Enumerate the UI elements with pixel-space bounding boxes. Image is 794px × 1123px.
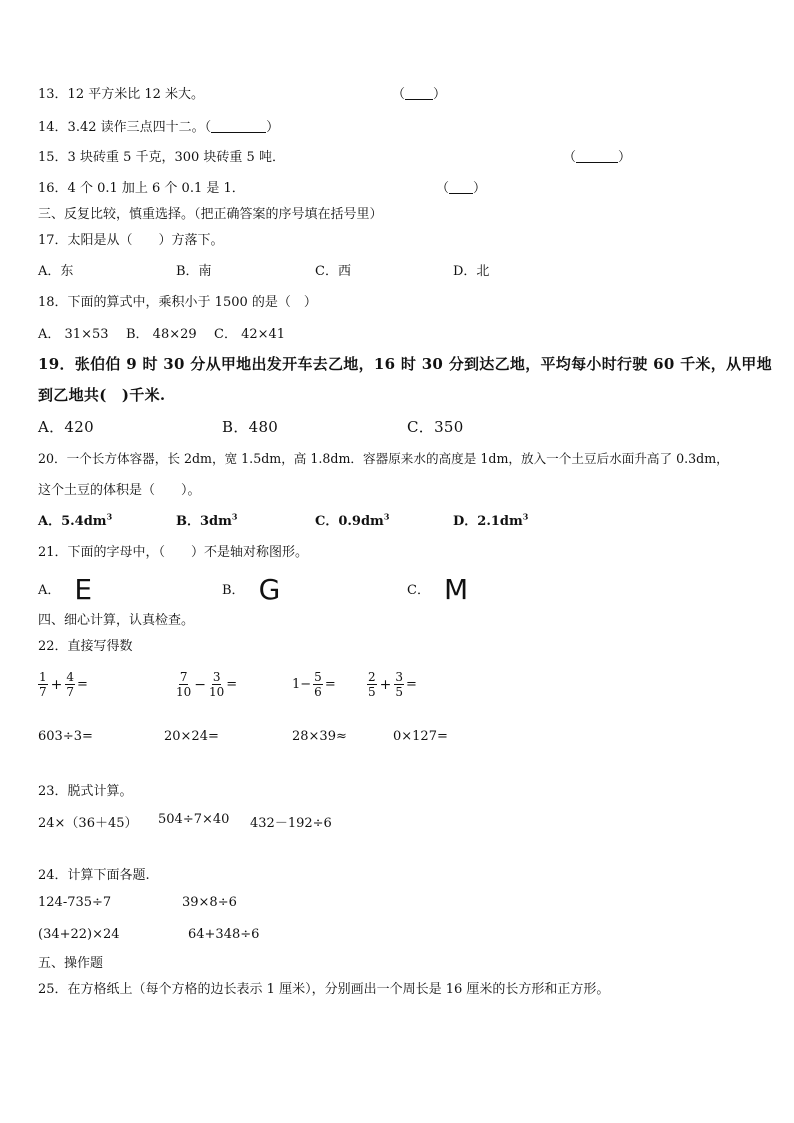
answer-blank — [576, 150, 618, 163]
section-5-heading: 五、操作题 — [38, 956, 104, 971]
q17-option-c[interactable]: C．西 — [315, 264, 351, 279]
equals: = — [77, 677, 88, 692]
equals: = — [226, 677, 238, 692]
q16-text: 16．4 个 0.1 加上 6 个 0.1 是 1． — [38, 181, 245, 196]
q22-calc-2: 20×24= — [164, 729, 219, 744]
q19-text-line2: 到乙地共( )千米. — [38, 386, 166, 404]
fraction — [65, 670, 75, 699]
q18-option-a[interactable]: A． 31×53 — [38, 327, 109, 342]
numerator: 5 — [314, 670, 322, 684]
option-text: D．2.1dm — [453, 514, 523, 529]
denominator: 5 — [395, 685, 404, 699]
numerator: 2 — [368, 670, 376, 684]
q20-option-a[interactable] — [38, 510, 112, 529]
denominator: 7 — [66, 685, 75, 699]
option-text: B．3dm — [176, 514, 232, 529]
exponent: 3 — [522, 511, 529, 522]
q22-calc-1: 603÷3= — [38, 729, 93, 744]
q19-option-a[interactable]: A．420 — [38, 418, 94, 436]
denominator: 10 — [176, 685, 192, 699]
exponent: 3 — [231, 511, 238, 522]
q22-frac-expr-1 — [38, 670, 88, 699]
q15-answer[interactable] — [563, 146, 631, 165]
close-paren: ） — [433, 87, 447, 102]
q23-expr-3: 432－192÷6 — [250, 816, 332, 831]
q20-text-line1: 20．一个长方体容器，长 2dm，宽 1.5dm，高 1.8dm．容器原来水的高度是 1dm，放入一个土豆后水面升高了 0.3dm， — [38, 451, 729, 466]
q13-text: 13．12 平方米比 12 米大。 — [38, 87, 205, 102]
q19-option-c[interactable]: C．350 — [407, 418, 464, 436]
q17-option-b[interactable]: B．南 — [176, 264, 212, 279]
q18-option-c[interactable]: C． 42×41 — [214, 327, 286, 342]
denominator: 7 — [39, 685, 47, 699]
exponent: 3 — [106, 511, 113, 522]
letter-m: M — [443, 573, 469, 606]
fraction — [367, 670, 377, 699]
denominator: 10 — [209, 685, 225, 699]
q21-option-a[interactable] — [38, 573, 92, 606]
q22-frac-expr-3 — [292, 670, 336, 699]
q24-expr-1: 124-735÷7 — [38, 895, 112, 910]
fraction — [176, 670, 191, 699]
section-4-heading: 四、细心计算，认真检查。 — [38, 613, 195, 628]
fraction — [313, 670, 323, 699]
q23-expr-2: 504÷7×40 — [158, 812, 230, 827]
q20-option-b[interactable] — [176, 510, 237, 529]
numerator: 7 — [179, 670, 188, 684]
q19-text-line1: 19．张伯伯 9 时 30 分从甲地出发开车去乙地，16 时 30 分到达乙地，平均每小时行驶 60 千米，从甲地 — [38, 355, 772, 373]
q22-calc-3: 28×39≈ — [292, 729, 347, 744]
q22-frac-expr-4 — [367, 670, 417, 699]
q14-text: 14．3.42 读作三点四十二。（ — [38, 120, 212, 135]
q13-answer[interactable] — [392, 83, 446, 102]
operator: − — [194, 676, 207, 693]
q20-option-d[interactable] — [453, 510, 528, 529]
open-paren: （ — [436, 181, 450, 196]
numerator: 3 — [395, 670, 404, 684]
fraction — [394, 670, 404, 699]
q24-text: 24．计算下面各题. — [38, 868, 150, 883]
answer-blank — [449, 181, 473, 194]
close-paren: ） — [266, 120, 280, 135]
q25-text: 25．在方格纸上（每个方格的边长表示 1 厘米），分别画出一个周长是 16 厘米的长方形和正方形。 — [38, 982, 610, 997]
fraction — [38, 670, 48, 699]
q22-calc-4: 0×127= — [393, 729, 448, 744]
q14-answer-blank[interactable] — [211, 120, 266, 133]
close-paren: ） — [473, 181, 487, 196]
letter-e: E — [74, 573, 93, 606]
option-label: B． — [222, 583, 245, 598]
q14-question — [38, 116, 279, 135]
q16-answer[interactable] — [436, 177, 486, 196]
option-label: A． — [38, 583, 61, 598]
q24-expr-3: (34+22)×24 — [38, 927, 120, 942]
q17-text: 17．太阳是从（ ）方落下。 — [38, 233, 224, 248]
q23-text: 23．脱式计算。 — [38, 784, 133, 799]
leading-term: 1− — [292, 677, 312, 692]
equals: = — [406, 677, 417, 692]
denominator: 5 — [368, 685, 376, 699]
option-text: A．5.4dm — [38, 514, 107, 529]
q22-frac-expr-2 — [176, 670, 237, 699]
q17-option-d[interactable]: D．北 — [453, 264, 490, 279]
q24-expr-4: 64+348÷6 — [188, 927, 260, 942]
section-3-heading: 三、反复比较，慎重选择。（把正确答案的序号填在括号里） — [38, 207, 383, 222]
option-text: C．0.9dm — [315, 514, 384, 529]
answer-blank — [405, 87, 433, 100]
option-label: C． — [407, 583, 430, 598]
exponent: 3 — [383, 511, 390, 522]
open-paren: （ — [392, 87, 406, 102]
q20-option-c[interactable] — [315, 510, 389, 529]
q17-option-a[interactable]: A．东 — [38, 264, 74, 279]
numerator: 3 — [212, 670, 221, 684]
q15-text: 15．3 块砖重 5 千克，300 块砖重 5 吨． — [38, 150, 285, 165]
q24-expr-2: 39×8÷6 — [182, 895, 237, 910]
numerator: 1 — [39, 670, 47, 684]
q18-option-b[interactable]: B． 48×29 — [126, 327, 197, 342]
open-paren: （ — [563, 150, 577, 165]
q21-option-c[interactable] — [407, 573, 468, 606]
q19-option-b[interactable]: B．480 — [222, 418, 279, 436]
numerator: 4 — [66, 670, 75, 684]
q21-option-b[interactable] — [222, 573, 280, 606]
close-paren: ） — [618, 150, 632, 165]
q20-text-line2: 这个土豆的体积是（ ）。 — [38, 483, 201, 498]
denominator: 6 — [314, 685, 322, 699]
q23-expr-1: 24×（36＋45） — [38, 816, 138, 831]
letter-g: G — [258, 573, 281, 606]
operator: + — [50, 676, 63, 693]
fraction — [209, 670, 224, 699]
q21-text: 21．下面的字母中，（ ）不是轴对称图形。 — [38, 545, 309, 560]
q22-text: 22．直接写得数 — [38, 639, 133, 654]
q18-text: 18．下面的算式中，乘积小于 1500 的是（ ） — [38, 295, 317, 310]
operator: + — [379, 676, 392, 693]
equals: = — [324, 677, 336, 692]
